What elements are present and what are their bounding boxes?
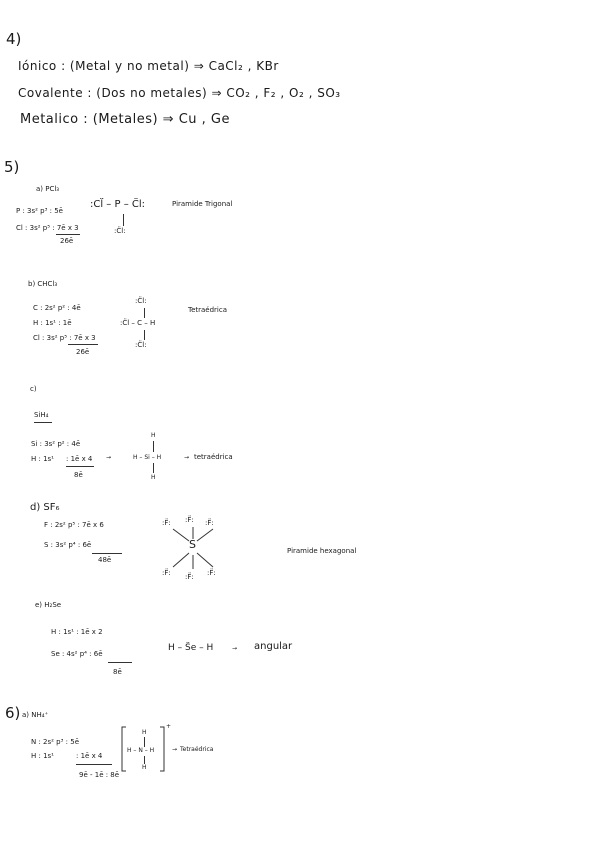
sum-line bbox=[76, 764, 112, 765]
arrow: → bbox=[184, 454, 190, 461]
sf6-total: 48ē bbox=[98, 556, 112, 564]
sf6-fluorine: :F̈: bbox=[162, 569, 171, 577]
bond-line bbox=[144, 308, 145, 318]
pcl3-p-config: P : 3s² p³ : 5ē bbox=[16, 207, 63, 215]
part-e-label: e) H₂Se bbox=[35, 601, 62, 609]
chcl3-cl-config: Cl : 3s² p⁵ : 7ē x 3 bbox=[33, 334, 96, 342]
part-a-label: a) PCl₃ bbox=[36, 185, 60, 193]
nh4-h-count: : 1ē x 4 bbox=[76, 752, 103, 760]
chcl3-total: 26ē bbox=[76, 348, 90, 356]
h2se-lewis: H – S̈e – H bbox=[168, 643, 214, 653]
nh4-lewis-top: H bbox=[142, 729, 147, 736]
ionic-bond-line: Iónico : (Metal y no metal) ⇒ CaCl₂ , KBr bbox=[18, 59, 279, 73]
bond-line bbox=[144, 737, 145, 747]
arrow: → bbox=[232, 645, 238, 652]
bond-line bbox=[153, 441, 154, 452]
sum-line bbox=[92, 553, 122, 554]
nh4-total: 9ē - 1ē : 8ē bbox=[79, 771, 120, 779]
sih4-lewis-bottom: H bbox=[151, 474, 156, 481]
question-5-number: 5) bbox=[4, 158, 20, 176]
part-d-label: d) SF₆ bbox=[30, 502, 60, 513]
sf6-fluorine: :F̈: bbox=[185, 516, 194, 524]
chcl3-lewis-top: :C̈l: bbox=[135, 297, 147, 305]
bond-line bbox=[123, 214, 124, 226]
nh4-geometry: Tetraédrica bbox=[180, 746, 214, 753]
metallic-bond-line: Metalico : (Metales) ⇒ Cu , Ge bbox=[20, 112, 230, 127]
nh4-lewis-middle: H – N – H bbox=[127, 747, 155, 754]
sf6-fluorine: :F̈: bbox=[185, 573, 194, 581]
nh4-h-config: H : 1s¹ bbox=[31, 752, 54, 760]
pcl3-cl-config: Cl : 3s² p⁵ : 7ē x 3 bbox=[16, 224, 79, 232]
arrow: → bbox=[172, 746, 178, 753]
sih4-formula: SiH₄ bbox=[34, 411, 49, 419]
pcl3-lewis-bottom: :C̈l: bbox=[114, 227, 126, 235]
part-c-label: c) bbox=[30, 385, 37, 393]
arrow: → bbox=[106, 454, 112, 461]
h2se-total: 8ē bbox=[113, 668, 122, 676]
pcl3-geometry: Piramide Trigonal bbox=[172, 200, 233, 208]
nh4-n-config: N : 2s² p³ : 5ē bbox=[31, 738, 79, 746]
sum-line bbox=[66, 466, 94, 467]
sf6-fluorine: :F̈: bbox=[162, 519, 171, 527]
sum-line bbox=[108, 662, 132, 663]
bond-line bbox=[144, 330, 145, 340]
sih4-geometry: tetraédrica bbox=[194, 453, 233, 461]
sih4-h-config: H : 1s¹ bbox=[31, 455, 54, 463]
question-4-number: 4) bbox=[6, 30, 22, 48]
sf6-f-config: F : 2s² p⁵ : 7ē x 6 bbox=[44, 521, 104, 529]
sih4-total: 8ē bbox=[74, 471, 83, 479]
question-6-number: 6) bbox=[5, 704, 21, 722]
pcl3-total: 26ē bbox=[60, 237, 74, 245]
sf6-geometry: Piramide hexagonal bbox=[287, 547, 357, 555]
h2se-geometry: angular bbox=[254, 641, 293, 652]
bond-line bbox=[153, 463, 154, 473]
h2se-se-config: Se : 4s² p⁴ : 6ē bbox=[51, 650, 103, 658]
sf6-center-atom: S bbox=[189, 538, 196, 551]
sf6-fluorine: :F̈: bbox=[205, 519, 214, 527]
bond-line bbox=[144, 756, 145, 764]
h2se-h-config: H : 1s¹ : 1ē x 2 bbox=[51, 628, 103, 636]
nh4-lewis-bottom: H bbox=[142, 764, 147, 771]
chcl3-h-config: H : 1s¹ : 1ē bbox=[33, 319, 72, 327]
sih4-h-count: : 1ē x 4 bbox=[66, 455, 93, 463]
pcl3-lewis-top: :Cl̈ – P – C̈l: bbox=[90, 199, 146, 210]
sf6-s-config: S : 3s² p⁴ : 6ē bbox=[44, 541, 92, 549]
chcl3-geometry: Tetraédrica bbox=[188, 306, 228, 314]
chcl3-lewis-middle: :C̈l – C – H bbox=[120, 319, 156, 327]
nh4-charge: + bbox=[166, 723, 172, 730]
covalent-bond-line: Covalente : (Dos no metales) ⇒ CO₂ , F₂ , O₂ , SO₃ bbox=[18, 86, 341, 100]
chcl3-c-config: C : 2s² p² : 4ē bbox=[33, 304, 81, 312]
chcl3-lewis-bottom: :C̈l: bbox=[135, 341, 147, 349]
sum-line bbox=[68, 344, 98, 345]
sih4-lewis-top: H bbox=[151, 432, 156, 439]
nh4-formula: a) NH₄⁺ bbox=[22, 711, 49, 719]
sih4-si-config: Si : 3s² p² : 4ē bbox=[31, 440, 81, 448]
underline bbox=[34, 422, 52, 423]
sih4-lewis-middle: H – Si – H bbox=[133, 454, 162, 461]
sf6-fluorine: :F̈: bbox=[207, 569, 216, 577]
part-b-label: b) CHCl₃ bbox=[28, 280, 58, 288]
sum-line bbox=[56, 234, 80, 235]
